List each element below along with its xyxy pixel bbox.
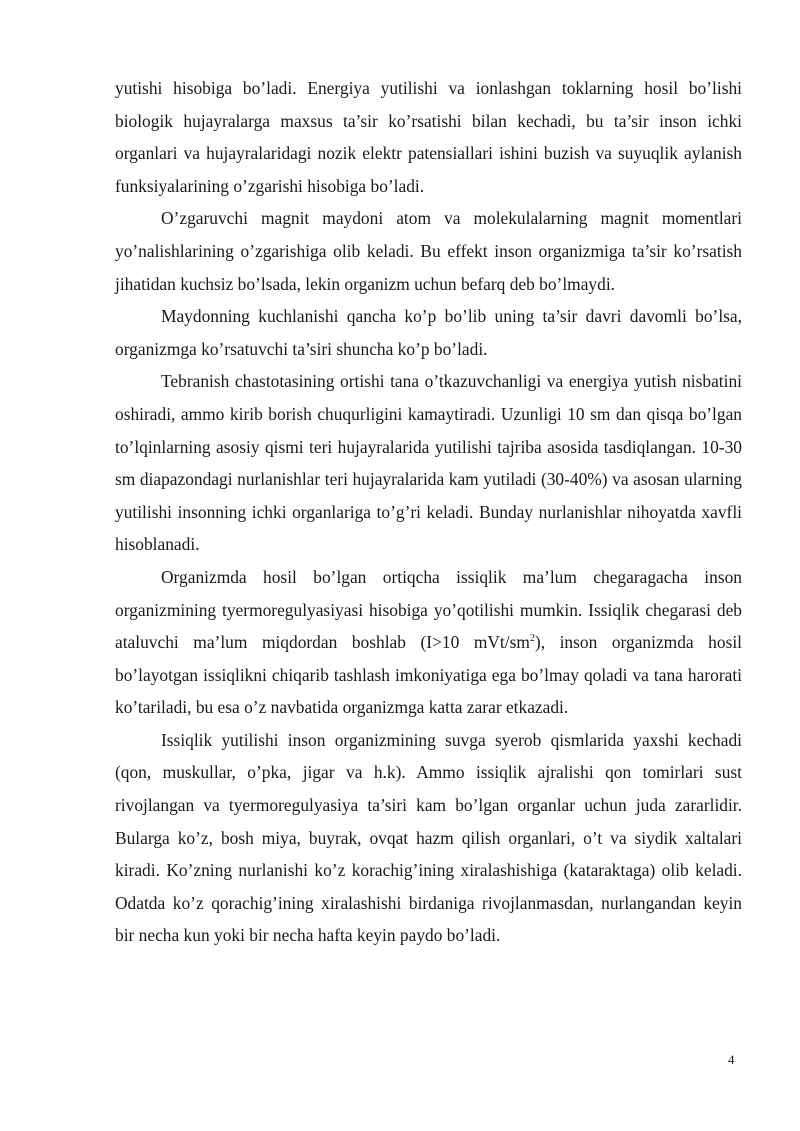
page-body (115, 72, 742, 952)
paragraph-field-intensity: Maydonning kuchlanishi qancha ko’p bo’lib uning ta’sir davri davomli bo’lsa, organizmga ko’rsatuvchi ta’siri shuncha ko’p bo’ladi. (115, 306, 742, 359)
paragraph-continuation: yutishi hisobiga bo’ladi. Energiya yutilishi va ionlashgan toklarning hosil bo’lishi biologik hujayralarga maxsus ta’sir ko’rsatishi bilan kechadi, bu ta’sir inson ichki organlari va hujayralaridagi nozik elektr patensiallari ishini buzish va suyuqlik aylanish funksiyalarining o’zgarishi hisobiga bo’ladi. (115, 78, 742, 196)
paragraph-magnetic-field: O’zgaruvchi magnit maydoni atom va molekulalarning magnit momentlari yo’nalishlarining o’zgarishiga olib keladi. Bu effekt inson organizmiga ta’sir ko’rsatish jihatidan kuchsiz bo’lsada, lekin organizm uchun befarq deb bo’lmaydi. (115, 208, 742, 294)
excess-heat-text-before: Organizmda hosil bo’lgan ortiqcha issiqlik ma’lum chegaragacha inson organizmining tyermoregulyasiyasi hisobiga yo’qotilishi mumkin. Issiqlik chegarasi deb ataluvchi ma’lum miqdordan boshlab (I>10 mVt/sm (115, 566, 742, 653)
superscript-two: 2 (529, 633, 535, 645)
paragraph-frequency: Tebranish chastotasining ortishi tana o’tkazuvchanligi va energiya yutish nisbatini oshiradi, ammo kirib borish chuqurligini kamaytiradi. Uzunligi 10 sm dan qisqa bo’lgan to’lqinlarning asosiy qismi teri hujayralarida yutilishi tajriba asosida tasdiqlangan. 10-30 sm diapazondagi nurlanishlar teri hujayralarida kam yutiladi (30-40%) va asosan ularning yutilishi insonning ichki organlariga to’g’ri keladi. Bunday nurlanishlar nihoyatda xavfli hisoblanadi. (115, 371, 742, 555)
excess-heat-text-after: ), inson organizmda hosil bo’layotgan issiqlikni chiqarib tashlash imkoniyatiga ega bo’lmay qoladi va tana harorati ko’tariladi, bu esa o’z navbatida organizmga katta zarar etkazadi. (115, 632, 743, 718)
page-number: 4 (728, 1052, 735, 1067)
paragraph-excess-heat (115, 561, 742, 724)
paragraph-heat-absorption: Issiqlik yutilishi inson organizmining suvga syerob qismlarida yaxshi kechadi (qon, muskullar, o’pka, jigar va h.k). Ammo issiqlik ajralishi qon tomirlari sust rivojlangan va tyermoregulyasiya ta’siri kam bo’lgan organlar uchun juda zararlidir. Bularga ko’z, bosh miya, buyrak, ovqat hazm qilish organlari, o’t va siydik xaltalari kiradi. Ko’zning nurlanishi ko’z korachig’ining xiralashishiga (kataraktaga) olib keladi. Odatda ko’z qorachig’ining xiralashishi birdaniga rivojlanmasdan, nurlangandan keyin bir necha kun yoki bir necha hafta keyin paydo bo’ladi. (115, 729, 742, 946)
